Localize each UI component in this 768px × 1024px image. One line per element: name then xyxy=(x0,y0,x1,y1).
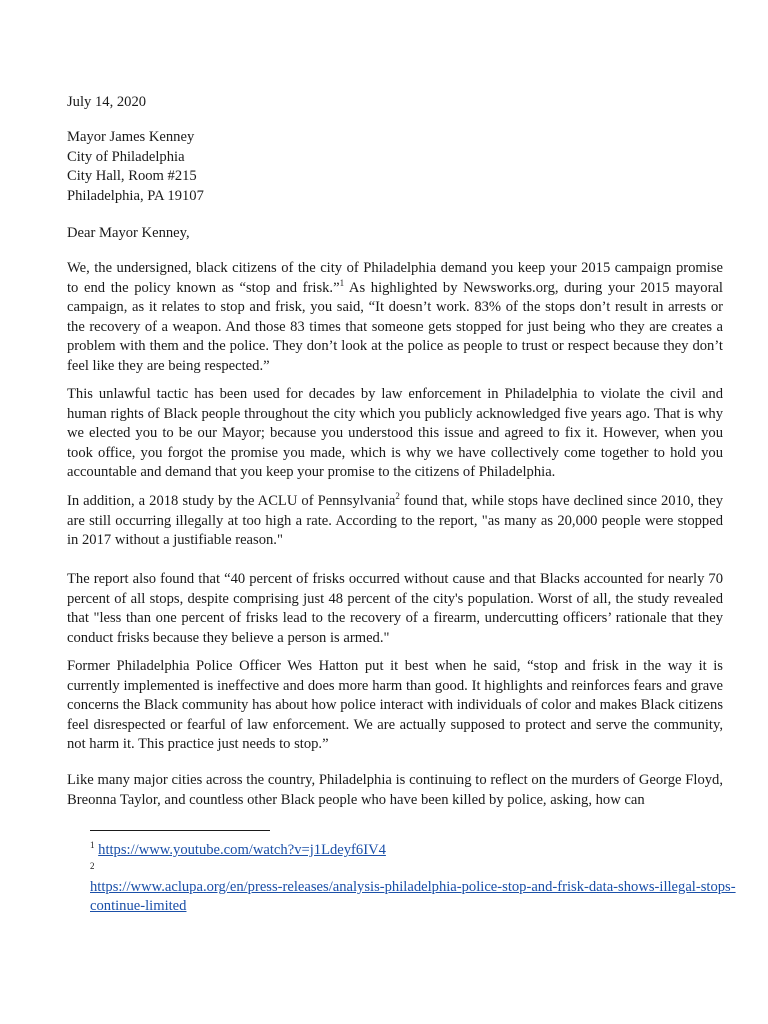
footnote-2-mark: 2 xyxy=(90,861,95,871)
paragraph-1-text-b: As highlighted by Newsworks.org, during your 2015 mayoral campaign, as it relates to stop and frisk, you said, “It doesn’t work. 83% of the stops don’t result in arrests or the recovery of a weapon. And those 83 times that someone gets stopped for just being who they are creates a problem with them and the police. They don’t look at the police as people to trust or respect because they don’t feel like they are being respected.” xyxy=(67,279,723,374)
footnote-1-mark: 1 xyxy=(90,840,95,851)
recipient-street: City Hall, Room #215 xyxy=(67,168,197,184)
footnote-1 xyxy=(90,841,740,860)
recipient-name: Mayor James Kenney xyxy=(67,129,195,145)
paragraph-3 xyxy=(67,492,723,551)
footnote-ref-2: 2 xyxy=(395,491,400,502)
recipient-address xyxy=(67,128,723,206)
footnote-2-link[interactable]: https://www.aclupa.org/en/press-releases/analysis-philadelphia-police-stop-and-frisk-data-shows-illegal-stops-continue-limited xyxy=(90,879,736,914)
paragraph-1 xyxy=(67,259,723,376)
recipient-city: Philadelphia, PA 19107 xyxy=(67,187,204,204)
paragraph-2: This unlawful tactic has been used for decades by law enforcement in Philadelphia to violate the civil and human rights of Black people throughout the city which you publicly acknowledged five years ago. That is why we elected you to be our Mayor; because you understood this issue and agreed to fix it. However, when you took office, you forgot the promise you made, which is why we have collectively come together to hold you accountable and demand that you keep your promise to the citizens of Philadelphia. xyxy=(67,386,723,480)
footnote-1-link[interactable]: https://www.youtube.com/watch?v=j1Ldeyf6IV4 xyxy=(98,842,386,858)
recipient-org: City of Philadelphia xyxy=(67,148,185,165)
paragraph-1-text-a: We, the undersigned, black citizens of the city of Philadelphia demand you keep your 2015 campaign promise to end the policy known as “stop and frisk.” xyxy=(67,260,723,296)
salutation: Dear Mayor Kenney, xyxy=(67,225,190,241)
letter-date: July 14, 2020 xyxy=(67,94,147,110)
paragraph-5: Former Philadelphia Police Officer Wes Hatton put it best when he said, “stop and frisk in the way it is currently implemented is ineffective and does more harm than good. It highlights and reinforces fears and grave concerns the Black community has about how police interact with individuals of color and makes Black citizens feel disrespected or fearful of law enforcement. We are actually supposed to protect and serve the community, not harm it. This practice just needs to stop.” xyxy=(67,658,723,752)
footnote-separator xyxy=(90,830,270,831)
paragraph-3-text-a: In addition, a 2018 study by the ACLU of Pennsylvania xyxy=(67,493,396,509)
footnote-ref-1: 1 xyxy=(339,277,345,288)
paragraph-6: Like many major cities across the country, Philadelphia is continuing to reflect on the murders of George Floyd, Breonna Taylor, and countless other Black people who have been killed by police, asking, how can xyxy=(67,772,723,808)
footnote-2 xyxy=(90,878,740,916)
paragraph-3-text-b: found that, while stops have declined since 2010, they are still occurring illegally at too high a rate. According to the report, "as many as 20,000 people were stopped in 2017 without a justifiable reason." xyxy=(67,493,723,548)
paragraph-4: The report also found that “40 percent of frisks occurred without cause and that Blacks accounted for nearly 70 percent of all stops, despite comprising just 48 percent of the city's population. Worst of all, the study revealed that "less than one percent of frisks lead to the recovery of a firearm, undercutting officers’ rationale that they conduct frisks because they believe a person is armed." xyxy=(67,571,723,646)
